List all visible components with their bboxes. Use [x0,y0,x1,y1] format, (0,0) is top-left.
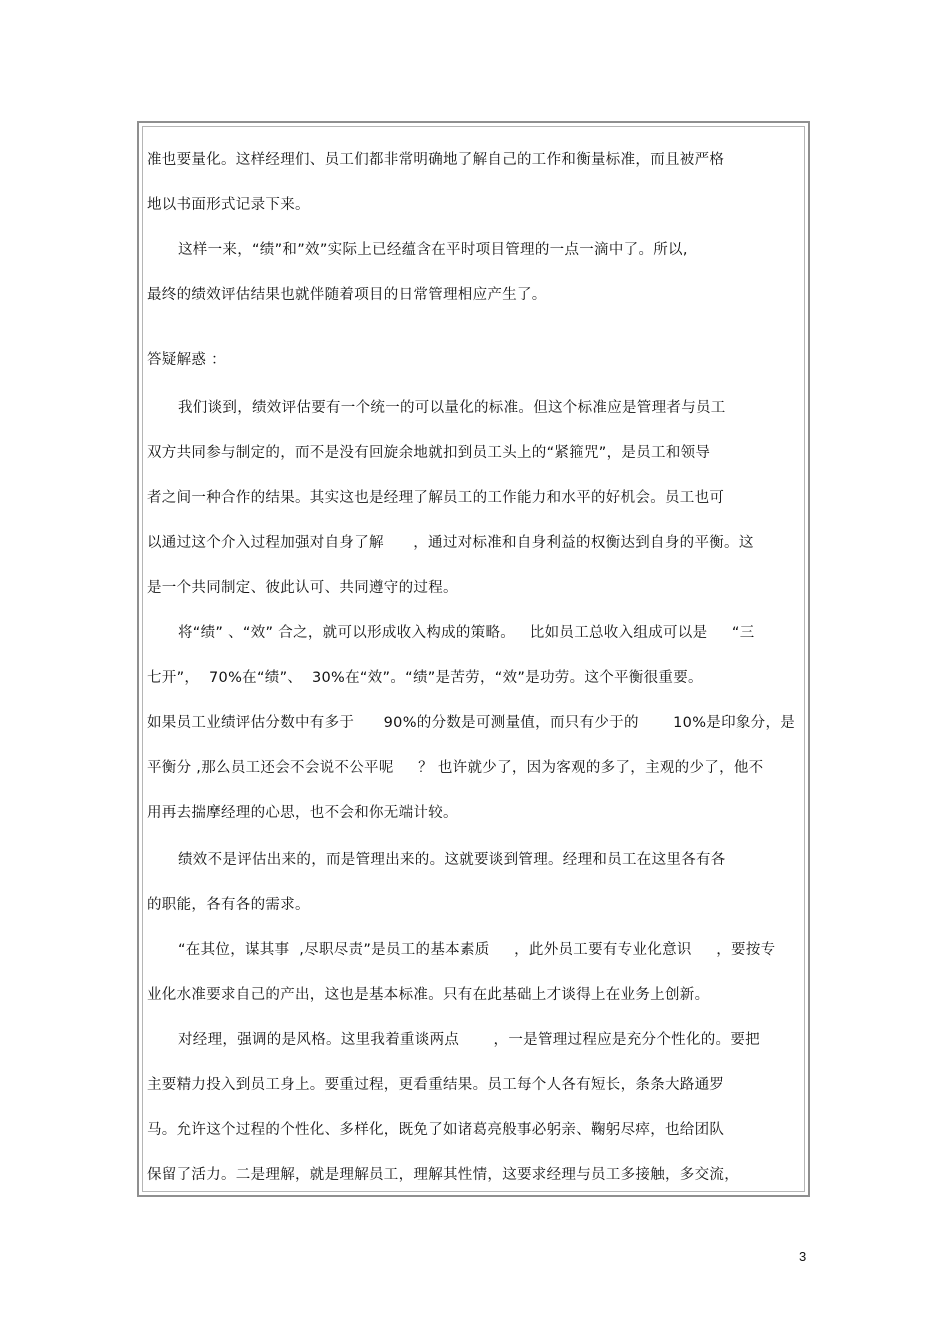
text-line: 七开”， 70%在“绩”、 30%在“效”。“绩”是苦劳，“效”是功劳。这个平衡很重要。 [147,670,703,686]
text-line: 平衡分 ,那么员工还会不会说不公平呢 ？ 也许就少了，因为客观的多了，主观的少了，他不 [147,760,764,776]
text-line: 业化水准要求自己的产出，这也是基本标准。只有在此基础上才谈得上在业务上创新。 [147,987,710,1003]
text-line: 以通过这个介入过程加强对自身了解 ，通过对标准和自身利益的权衡达到自身的平衡。这 [147,535,754,551]
text-line: 的职能，各有各的需求。 [147,897,310,913]
text-line: 用再去揣摩经理的心思，也不会和你无端计较。 [147,805,458,821]
text-line: 将“绩” 、“效” 合之，就可以形成收入构成的策略。 比如员工总收入组成可以是 “三 [178,625,755,641]
text-line: 对经理，强调的是风格。这里我着重谈两点 ，一是管理过程应是充分个性化的。要把 [178,1032,760,1048]
text-line: 这样一来，“绩”和”效”实际上已经蕴含在平时项目管理的一点一滴中了。所以, [178,242,688,258]
text-line: 准也要量化。这样经理们、员工们都非常明确地了解自己的工作和衡量标准，而且被严格 [147,152,725,168]
text-line: 者之间一种合作的结果。其实这也是经理了解员工的工作能力和水平的好机会。员工也可 [147,490,725,506]
text-line: 地以书面形式记录下来。 [147,197,310,213]
text-line: 我们谈到，绩效评估要有一个统一的可以量化的标准。但这个标准应是管理者与员工 [178,400,726,416]
text-line: 如果员工业绩评估分数中有多于 90%的分数是可测量值，而只有少于的 10%是印象分，是 [147,715,796,731]
text-line: 马。允许这个过程的个性化、多样化，既免了如诸葛亮般事必躬亲、鞠躬尽瘁，也给团队 [147,1122,725,1138]
section-heading: 答疑解惑 ： [147,352,226,368]
text-line: 是一个共同制定、彼此认可、共同遵守的过程。 [147,580,458,596]
text-line: “在其位，谋其事 ,尽职尽责”是员工的基本素质 ，此外员工要有专业化意识 ，要按专 [178,942,776,958]
text-line: 双方共同参与制定的，而不是没有回旋余地就扣到员工头上的“紧箍咒”，是员工和领导 [147,445,711,461]
text-line: 最终的绩效评估结果也就伴随着项目的日常管理相应产生了。 [147,287,547,303]
text-line: 保留了活力。二是理解，就是理解员工，理解其性情，这要求经理与员工多接触，多交流， [147,1167,739,1183]
page-number: 3 [799,1249,807,1264]
text-line: 绩效不是评估出来的，而是管理出来的。这就要谈到管理。经理和员工在这里各有各 [178,852,726,868]
text-line: 主要精力投入到员工身上。要重过程，更看重结果。员工每个人各有短长，条条大路通罗 [147,1077,725,1093]
